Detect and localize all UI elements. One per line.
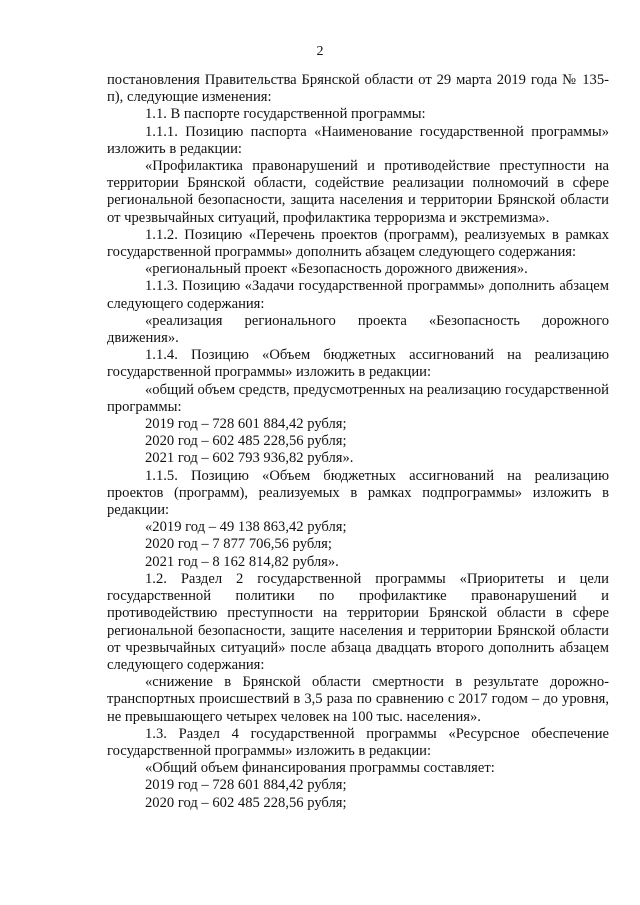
paragraph-15: «2019 год – 49 138 863,42 рубля; [145,519,347,536]
paragraph-11: 2019 год – 728 601 884,42 рубля; [145,416,347,433]
paragraph-10: «общий объем средств, предусмотренных на реализацию государственной программы: [107,381,609,415]
paragraph-3: 1.1.1. Позицию паспорта «Наименование государственной программы» изложить в редакции: [107,123,609,157]
paragraph-21: «Общий объем финансирования программы составляет: [145,760,495,777]
document-body [107,72,609,812]
paragraph-19: «снижение в Брянской области смертности в результате дорожно-транспортных происшествий в 3,5 раза по сравнению с 2017 годом – до уровня, не превышающего четырех человек на 100 тыс. населения». [107,674,609,725]
paragraph-7: 1.1.3. Позицию «Задачи государственной программы» дополнить абзацем следующего содержания: [107,278,609,312]
paragraph-14: 1.1.5. Позицию «Объем бюджетных ассигнований на реализацию проектов (программ), реализуемых в рамках подпрограммы» изложить в редакции: [107,467,609,519]
paragraph-18: 1.2. Раздел 2 государственной программы «Приоритеты и цели государственной политики по профилактике правонарушений и противодействию преступности на территории Брянской области в сфере региональной безопасности, защите населения и территории Брянской области от чрезвычайных ситуаций» после абзаца двадцать второго дополнить абзацем следующего содержания: [107,570,609,673]
paragraph-13: 2021 год – 602 793 936,82 рубля». [145,450,354,467]
paragraph-5: 1.1.2. Позицию «Перечень проектов (программ), реализуемых в рамках государственной программы» дополнить абзацем следующего содержания: [107,226,609,261]
paragraph-20: 1.3. Раздел 4 государственной программы «Ресурсное обеспечение государственной программы» изложить в редакции: [107,725,609,759]
paragraph-4: «Профилактика правонарушений и противодействие преступности на территории Брянской области, содействие реализации полномочий в сфере региональной безопасности, защита населения и территории Брянской области от чрезвычайных ситуаций, профилактика терроризма и экстремизма». [107,158,609,226]
paragraph-2: 1.1. В паспорте государственной программы: [145,106,426,123]
paragraph-22: 2019 год – 728 601 884,42 рубля; [145,777,347,794]
paragraph-9: 1.1.4. Позицию «Объем бюджетных ассигнований на реализацию государственной программы» изложить в редакции: [107,347,609,381]
paragraph-16: 2020 год – 7 877 706,56 рубля; [145,536,332,553]
paragraph-23: 2020 год – 602 485 228,56 рубля; [145,794,347,811]
paragraph-6: «региональный проект «Безопасность дорожного движения». [145,261,528,278]
paragraph-17: 2021 год – 8 162 814,82 рубля». [145,553,339,570]
paragraph-1: постановления Правительства Брянской области от 29 марта 2019 года № 135-п), следующие изменения: [107,72,609,106]
paragraph-8: «реализация регионального проекта «Безопасность дорожного движения». [107,312,609,347]
paragraph-12: 2020 год – 602 485 228,56 рубля; [145,433,347,450]
page-number: 2 [316,44,324,59]
